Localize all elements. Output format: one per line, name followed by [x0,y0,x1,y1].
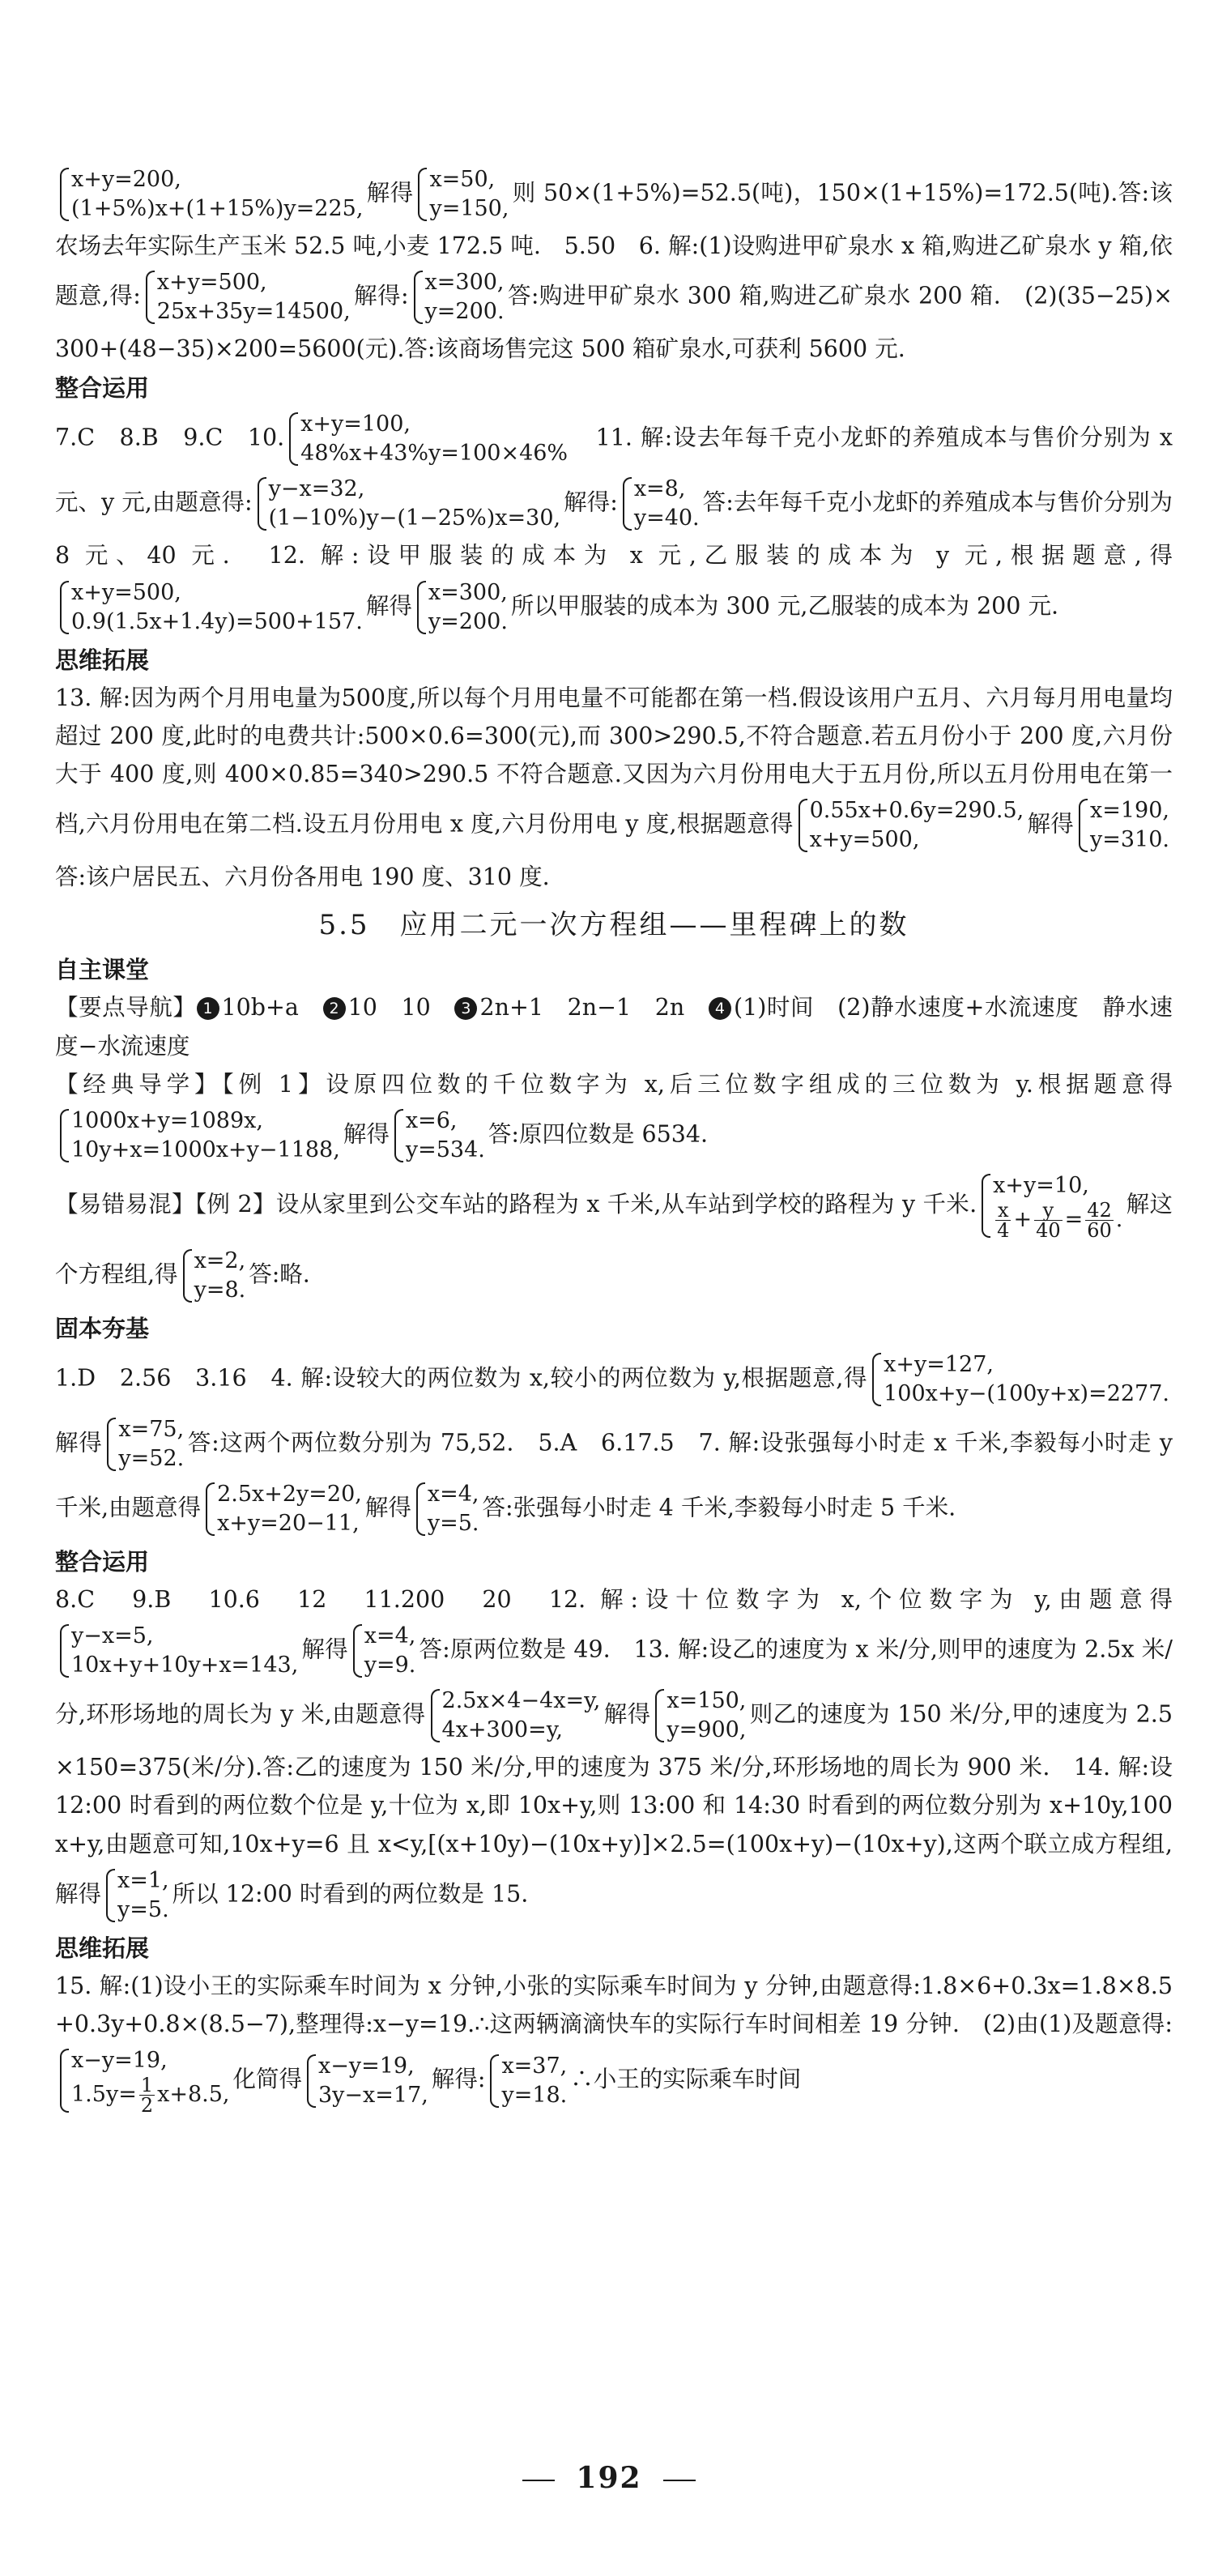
solution-system: x=4, y=9. [351,1622,416,1680]
solution-system: x=2, y=8. [181,1247,246,1305]
solution-system: x=8, y=40. [621,475,700,533]
heading-thinking-extension-2: 思维拓展 [55,1934,150,1962]
equation-system: x+y=100, 48%x+43%y=100×46% [287,410,568,468]
solution-system: x=50, y=150, [416,165,509,224]
dash-right [663,2480,696,2481]
answer-page [55,162,1173,2118]
circled-number-icon: 1 [197,997,219,1020]
equation-system: x+y=10, $\frac{x}{4}$ + $\frac{y}{40}$ = $\frac{42}{60}$ . [980,1171,1122,1240]
solution-system: x=190, y=310. [1077,796,1169,855]
circled-number-icon: 2 [323,997,346,1020]
solution-system: x=150, y=900, [654,1687,746,1745]
circled-number-icon: 3 [454,997,477,1020]
heading-thinking-extension: 思维拓展 [55,646,150,674]
equation-system: x−y=19, 3y−x=17, [305,2052,428,2110]
equation-system: 2.5x×4−4x=y, 4x+300=y, [429,1687,601,1745]
solution-system: x=1, y=5. [104,1866,169,1925]
page-number: 192 [0,2461,1218,2495]
paragraph-example-1: 【经典导学】【例 1】设原四位数的千位数字为 x,后三位数字组成的三位数为 y.根据题意得 1000x+y=1089x, 10y+x=1000x+y−1188, 解得 x=6, y=534. 答:原四位数是 6534. [55,1065,1173,1168]
paragraph-5-4-continued: x+y=200, (1+5%)x+(1+15%)y=225, 解得 x=50, y=150, 则 50×(1+5%)=52.5(吨)，150×(1+15%)=172.5(吨).答:该农场去年实际生产玉米 52.5 吨,小麦 172.5 吨. 5.50 6. 解:(1)设购进甲矿泉水 x 箱,购进乙矿泉水 y 箱,依题意,得: x+y=500, 25x+35y=14500, 解得: x=300, y=200. 答:购进甲矿泉水 300 箱,购进乙矿泉水 200 箱. (2)(35−25)×300+(48−35)×200=5600(元).答:该商场售完这 500 箱矿泉水,可获利 5600 元. [55,167,1173,363]
fraction: $\frac{x}{4}$ [997,1199,1010,1243]
equation-system: 2.5x+2y=20, x+y=20−11, [204,1480,362,1538]
solution-system: x=300, y=200. [415,578,508,637]
equation-system: x+y=200, (1+5%)x+(1+15%)y=225, [58,165,363,224]
equation-system: y−x=5, 10x+y+10y+x=143, [58,1622,298,1680]
equation-system: 0.55x+0.6y=290.5, x+y=500, [797,796,1024,855]
equation-system: y−x=32, (1−10%)y−(1−25%)x=30, [256,475,560,533]
solution-system: x=300, y=200. [412,268,505,326]
equation-system: x+y=127, 100x+y−(100y+x)=2277. [871,1350,1169,1409]
fraction: $\frac{42}{60}$ [1087,1199,1112,1243]
paragraph-questions-1-7: 1.D 2.56 3.16 4. 解:设较大的两位数为 x,较小的两位数为 y,根据题意,得 x+y=127, 100x+y−(100y+x)=2277. 解得 x=75, y=52. 答:这两个两位数分别为 75,52. 5.A 6.17.5 7. 解:设张强每小时走 x 千米,李毅每小时走 y 千米,由题意得 2.5x+2y=20, x+y=20−11, 解得 x=4, y=5. 答:张强每小时走 4 千米,李毅每小时走 5 千米. [55,1347,1173,1542]
circled-number-icon: 4 [709,997,731,1020]
dash-left [522,2480,555,2481]
heading-integrated-practice-2: 整合运用 [55,1548,150,1576]
paragraph-questions-7-12: 7.C 8.B 9.C 10. x+y=100, 48%x+43%y=100×46% 11. 解:设去年每千克小龙虾的养殖成本与售价分别为 x 元、y 元,由题意得: y−x=32, (1−10%)y−(1−25%)x=30, 解得: x=8, y=40. 答:去年每千克小龙虾的养殖成本与售价分别为 8 元、40 元. 12. 解:设甲服装的成本为 x 元,乙服装的成本为 y 元,根据题意,得 x+y=500, 0.9(1.5x+1.4y)=500+157. 解得 x=300, y=200. 所以甲服装的成本为 300 元,乙服装的成本为 200 元. [55,407,1173,639]
solution-system: x=4, y=5. [415,1480,479,1538]
paragraph-example-2: 【易错易混】【例 2】设从家里到公交车站的路程为 x 千米,从车站到学校的路程为 y 千米. x+y=10, $\frac{x}{4}$ + $\frac{y}{40}$ = $\frac{42}{60}$ . 解这个方程组,得 x=2, y=8. 答:略. [55,1168,1173,1308]
equation-system: x−y=19, 1.5y= $\frac{1}{2}$ x+8.5, [58,2046,229,2115]
equation-system: x+y=500, 25x+35y=14500, [144,268,351,326]
solution-system: x=37, y=18. [488,2052,567,2110]
fraction: $\frac{1}{2}$ [140,2074,154,2118]
heading-integrated-practice: 整合运用 [55,374,150,403]
fraction: $\frac{y}{40}$ [1036,1199,1061,1243]
heading-self-study: 自主课堂 [55,956,150,984]
solution-system: x=75, y=52. [105,1415,184,1474]
heading-foundation: 固本夯基 [55,1315,150,1343]
section-title: 5.5 应用二元一次方程组——里程碑上的数 [318,909,909,942]
equation-system: x+y=500, 0.9(1.5x+1.4y)=500+157. [58,578,363,637]
paragraph-questions-8-14: 8.C 9.B 10.6 12 11.200 20 12. 解:设十位数字为 x,个位数字为 y,由题意得 y−x=5, 10x+y+10y+x=143, 解得 x=4, y=9. 答:原两位数是 49. 13. 解:设乙的速度为 x 米/分,则甲的速度为 2.5x 米/分,环形场地的周长为 y 米,由题意得 2.5x×4−4x=y, 4x+300=y, 解得 x=150, y=900, 则乙的速度为 150 米/分,甲的速度为 2.5×150=375(米/分).答:乙的速度为 150 米/分,甲的速度为 375 米/分,环形场地的周长为 900 米. 14. 解:设 12:00 时看到的两位数个位是 y,十位为 x,即 10x+y,则 13:00 和 14:30 时看到的两位数分别为 x+10y,100x+y,由题意可知,10x+y=6 且 x<y,[(x+10y)−(10x+y)]×2.5=(100x+y)−(10x+y),这两个联立成方程组,解得 x=1, y=5. 所以 12:00 时看到的两位数是 15. [55,1580,1173,1928]
paragraph-question-13: 13. 解:因为两个月用电量为500度,所以每个月用电量不可能都在第一档.假设该用户五月、六月每月用电量均超过 200 度,此时的电费共计:500×0.6=300(元),而 300>290.5,不符合题意.若五月份小于 200 度,六月份大于 400 度,则 400×0.85=340>290.5 不符合题意.又因为六月份用电大于五月份,所以五月份用电在第一档,六月份用电在第二档.设五月份用电 x 度,六月份用电 y 度,根据题意得 0.55x+0.6y=290.5, x+y=500, 解得 x=190, y=310. 答:该户居民五、六月份各用电 190 度、310 度. [55,684,1173,891]
paragraph-key-points: 【要点导航】 1 10b+a 2 10 10 3 2n+1 2n−1 2n 4 (1)时间 (2)静水速度+水流速度 静水速度−水流速度 [55,994,1173,1060]
solution-system: x=6, y=534. [393,1107,485,1165]
paragraph-question-15: 15. 解:(1)设小王的实际乘车时间为 x 分钟,小张的实际乘车时间为 y 分钟,由题意得:1.8×6+0.3x=1.8×8.5+0.3y+0.8×(8.5−7),整理得:x−y=19.∴这两辆滴滴快车的实际行车时间相差 19 分钟. (2)由(1)及题意得: x−y=19, 1.5y= $\frac{1}{2}$ x+8.5, 化简得 x−y=19, 3y−x=17, 解得: x=37, y=18. ∴小王的实际乘车时间 [55,1972,1173,2118]
equation-system: 1000x+y=1089x, 10y+x=1000x+y−1188, [58,1107,340,1165]
